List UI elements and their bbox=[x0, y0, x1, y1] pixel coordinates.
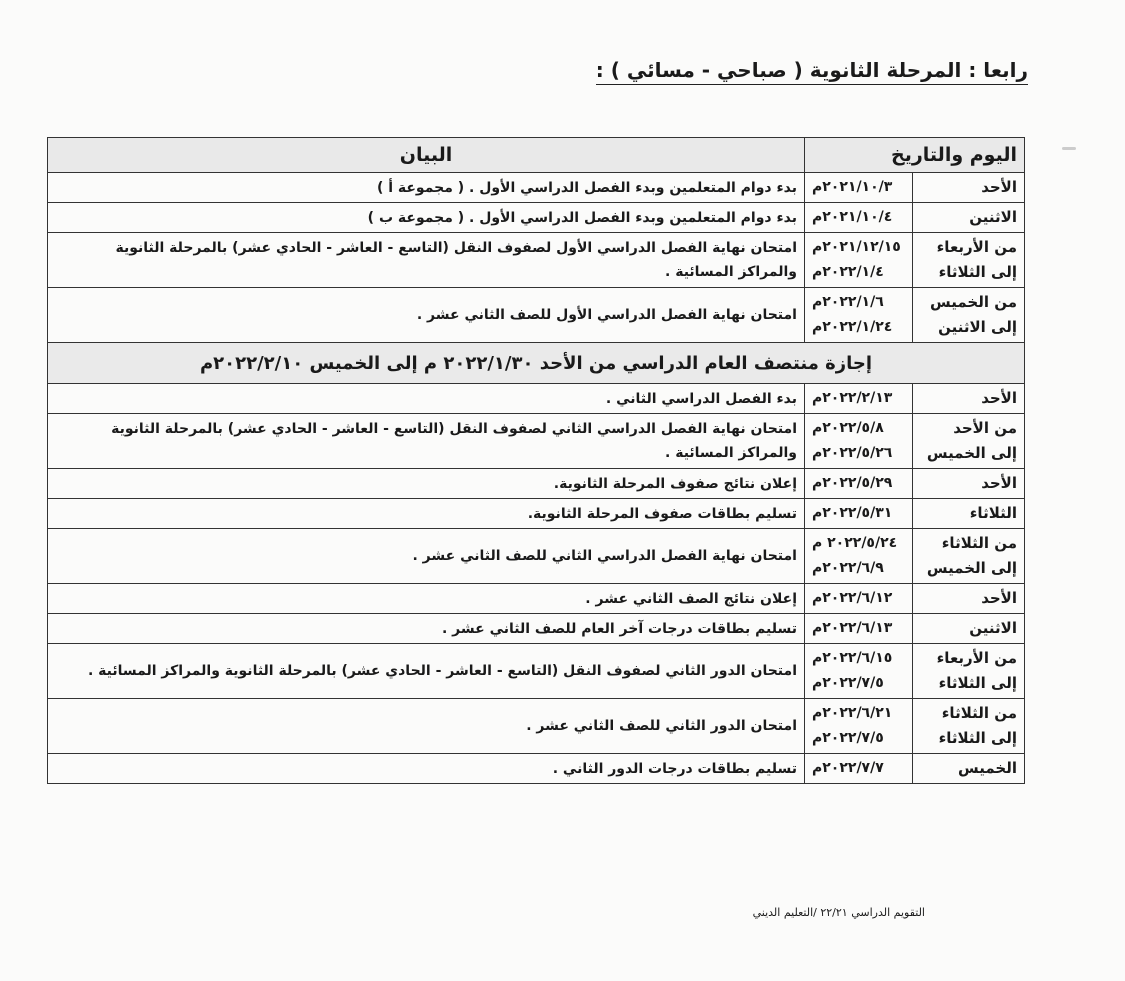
description-cell: امتحان نهاية الفصل الدراسي الأول لصفوف النقل (التاسع - العاشر - الحادي عشر) بالمرحلة الثانوية والمراكز المسائية . bbox=[48, 233, 805, 288]
day-cell bbox=[913, 469, 1025, 499]
date-value-end: ٢٠٢٢/٧/٥م bbox=[812, 730, 884, 746]
date-cell bbox=[805, 754, 913, 784]
day-cell bbox=[913, 414, 1025, 469]
date-value: ٢٠٢٢/٥/٢٩م bbox=[812, 475, 893, 491]
day-label-end: إلى الاثنين bbox=[938, 318, 1017, 336]
day-label: من الثلاثاء bbox=[941, 704, 1017, 722]
day-label: الأحد bbox=[981, 474, 1017, 492]
date-value: ٢٠٢٢/٦/١٥م bbox=[812, 650, 893, 666]
date-cell bbox=[805, 529, 913, 584]
day-label: من الخميس bbox=[930, 293, 1017, 311]
description-cell: امتحان نهاية الفصل الدراسي الثاني للصف الثاني عشر . bbox=[48, 529, 805, 584]
date-value-end: ٢٠٢٢/١/٢٤م bbox=[812, 319, 893, 335]
date-value: ٢٠٢٢/٦/٢١م bbox=[812, 705, 893, 721]
date-value: ٢٠٢٢/٥/٢٤ م bbox=[812, 535, 898, 551]
date-value: ٢٠٢٢/١/٦م bbox=[812, 294, 884, 310]
section-heading: رابعا : المرحلة الثانوية ( صباحي - مسائي ) : bbox=[596, 58, 1028, 85]
day-label: الأحد bbox=[981, 589, 1017, 607]
day-label: من الثلاثاء bbox=[941, 534, 1017, 552]
day-cell bbox=[913, 384, 1025, 414]
description-cell: امتحان نهاية الفصل الدراسي الثاني لصفوف النقل (التاسع - العاشر - الحادي عشر) بالمرحلة الثانوية والمراكز المسائية . bbox=[48, 414, 805, 469]
day-label: من الأحد bbox=[953, 419, 1017, 437]
day-cell bbox=[913, 614, 1025, 644]
date-cell bbox=[805, 499, 913, 529]
day-label: الخميس bbox=[958, 759, 1017, 777]
description-cell: امتحان الدور الثاني لصفوف النقل (التاسع - العاشر - الحادي عشر) بالمرحلة الثانوية والمراكز المسائية . bbox=[48, 644, 805, 699]
date-value: ٢٠٢١/١٠/٣م bbox=[812, 179, 893, 195]
day-label: من الأربعاء bbox=[936, 238, 1017, 256]
midyear-banner-group bbox=[48, 343, 1025, 384]
day-label: الاثنين bbox=[969, 208, 1017, 226]
table-row bbox=[48, 614, 1025, 644]
footer-caption: التقويم الدراسي ٢٢/٢١ /التعليم الديني bbox=[752, 906, 925, 919]
date-cell bbox=[805, 288, 913, 343]
date-value-end: ٢٠٢٢/٦/٩م bbox=[812, 560, 884, 576]
description-cell: إعلان نتائج صفوف المرحلة الثانوية. bbox=[48, 469, 805, 499]
date-cell bbox=[805, 414, 913, 469]
day-label-end: إلى الثلاثاء bbox=[938, 263, 1017, 281]
day-cell bbox=[913, 529, 1025, 584]
day-cell bbox=[913, 499, 1025, 529]
day-cell bbox=[913, 699, 1025, 754]
date-cell bbox=[805, 699, 913, 754]
date-cell bbox=[805, 469, 913, 499]
day-cell bbox=[913, 584, 1025, 614]
day-cell bbox=[913, 644, 1025, 699]
date-cell bbox=[805, 644, 913, 699]
date-cell bbox=[805, 384, 913, 414]
date-cell bbox=[805, 584, 913, 614]
calendar-table bbox=[47, 137, 1025, 784]
description-cell: بدء دوام المتعلمين وبدء الفصل الدراسي الأول . ( مجموعة أ ) bbox=[48, 173, 805, 203]
scan-speck bbox=[1062, 147, 1076, 150]
day-label: الأحد bbox=[981, 389, 1017, 407]
day-label-end: إلى الخميس bbox=[926, 559, 1017, 577]
day-cell bbox=[913, 754, 1025, 784]
date-value-end: ٢٠٢٢/١/٤م bbox=[812, 264, 884, 280]
day-cell bbox=[913, 203, 1025, 233]
table-row bbox=[48, 288, 1025, 343]
description-cell: امتحان نهاية الفصل الدراسي الأول للصف الثاني عشر . bbox=[48, 288, 805, 343]
date-value: ٢٠٢١/١٠/٤م bbox=[812, 209, 893, 225]
table-row bbox=[48, 233, 1025, 288]
table-row bbox=[48, 529, 1025, 584]
table-row bbox=[48, 499, 1025, 529]
midyear-break-row bbox=[48, 343, 1025, 384]
table-row bbox=[48, 584, 1025, 614]
date-cell bbox=[805, 173, 913, 203]
midyear-break-text: إجازة منتصف العام الدراسي من الأحد ٢٠٢٢/١/٣٠ م إلى الخميس ٢٠٢٢/٢/١٠م bbox=[48, 343, 1025, 384]
description-cell: بدء الفصل الدراسي الثاني . bbox=[48, 384, 805, 414]
day-label: الاثنين bbox=[969, 619, 1017, 637]
date-value: ٢٠٢٢/٥/٨م bbox=[812, 420, 884, 436]
table-row bbox=[48, 384, 1025, 414]
table-row bbox=[48, 203, 1025, 233]
table-row bbox=[48, 699, 1025, 754]
date-value: ٢٠٢٢/٢/١٣م bbox=[812, 390, 893, 406]
date-value: ٢٠٢١/١٢/١٥م bbox=[812, 239, 901, 255]
day-cell bbox=[913, 173, 1025, 203]
table-row bbox=[48, 173, 1025, 203]
day-label-end: إلى الثلاثاء bbox=[938, 674, 1017, 692]
description-cell: بدء دوام المتعلمين وبدء الفصل الدراسي الأول . ( مجموعة ب ) bbox=[48, 203, 805, 233]
day-label-end: إلى الخميس bbox=[926, 444, 1017, 462]
description-cell: إعلان نتائج الصف الثاني عشر . bbox=[48, 584, 805, 614]
day-cell bbox=[913, 233, 1025, 288]
date-value-end: ٢٠٢٢/٥/٢٦م bbox=[812, 445, 893, 461]
date-value: ٢٠٢٢/٥/٣١م bbox=[812, 505, 893, 521]
day-label: من الأربعاء bbox=[936, 649, 1017, 667]
day-label-end: إلى الثلاثاء bbox=[938, 729, 1017, 747]
table-row bbox=[48, 754, 1025, 784]
date-value: ٢٠٢٢/٦/١٣م bbox=[812, 620, 893, 636]
table-row bbox=[48, 469, 1025, 499]
day-label: الأحد bbox=[981, 178, 1017, 196]
date-value: ٢٠٢٢/٦/١٢م bbox=[812, 590, 893, 606]
day-label: الثلاثاء bbox=[969, 504, 1017, 522]
description-cell: امتحان الدور الثاني للصف الثاني عشر . bbox=[48, 699, 805, 754]
description-cell: تسليم بطاقات درجات آخر العام للصف الثاني عشر . bbox=[48, 614, 805, 644]
description-cell: تسليم بطاقات صفوف المرحلة الثانوية. bbox=[48, 499, 805, 529]
rows-first-semester bbox=[48, 173, 1025, 343]
description-cell: تسليم بطاقات درجات الدور الثاني . bbox=[48, 754, 805, 784]
date-value: ٢٠٢٢/٧/٧م bbox=[812, 760, 884, 776]
table-row bbox=[48, 644, 1025, 699]
table-header-row bbox=[48, 138, 1025, 173]
date-cell bbox=[805, 203, 913, 233]
date-cell bbox=[805, 614, 913, 644]
header-day-date: اليوم والتاريخ bbox=[805, 138, 1025, 173]
day-cell bbox=[913, 288, 1025, 343]
date-value-end: ٢٠٢٢/٧/٥م bbox=[812, 675, 884, 691]
date-cell bbox=[805, 233, 913, 288]
rows-second-semester bbox=[48, 384, 1025, 784]
table-row bbox=[48, 414, 1025, 469]
header-description: البيان bbox=[48, 138, 805, 173]
